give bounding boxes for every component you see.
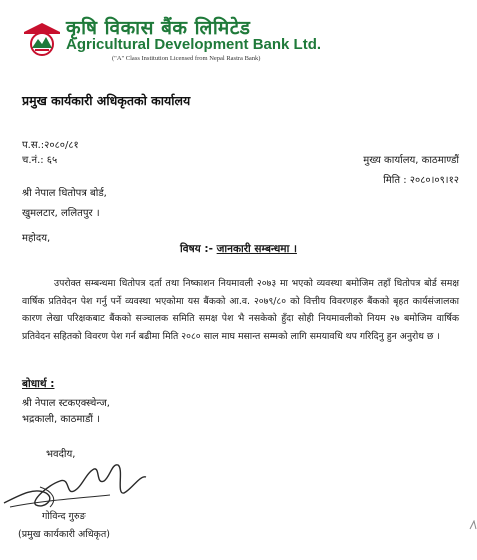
chalani-number: च.नं.: ६५ — [22, 155, 58, 166]
cc-label: बोधार्थ : — [22, 378, 55, 390]
signature-icon — [0, 455, 200, 525]
bank-name-english: Agricultural Development Bank Ltd. — [66, 36, 322, 53]
subject-label: विषय :- — [180, 243, 213, 255]
subject-text: जानकारी सम्बन्धमा । — [216, 243, 297, 255]
patra-sankhya: प.स.:२०८०/८१ — [22, 140, 79, 151]
letter-date: मिति : २०८०।०९।१२ — [383, 175, 459, 186]
cc-line-2: भद्रकाली, काठमाडौं । — [22, 414, 100, 425]
recipient-line-1: श्री नेपाल धितोपत्र बोर्ड, — [22, 188, 107, 199]
bank-emblem-icon — [22, 22, 62, 56]
subject-line — [0, 242, 477, 256]
page-edge-mark-icon — [468, 520, 477, 530]
office-title: प्रमुख कार्यकारी अधिकृतको कार्यालय — [22, 93, 191, 108]
sender-office: मुख्य कार्यालय, काठमाण्डौं — [363, 155, 459, 166]
bank-name-nepali: कृषि विकास बैंक लिमिटेड — [66, 17, 251, 39]
license-note: ("A" Class Institution Licensed from Nepal Rastra Bank) — [112, 55, 261, 62]
closing: भवदीय, — [46, 449, 76, 460]
salutation: महोदय, — [22, 233, 51, 244]
letter-body: उपरोक्त सम्बन्धमा धितोपत्र दर्ता तथा निष्काशन नियमावली २०७३ मा भएको व्यवस्था बमोजिम तहाँ धितोपत्र बोर्ड समक्ष वार्षिक प्रतिवेदन पेश गर्नु पर्ने व्यवस्था भएकोमा यस बैंकको आ.व. २०७९/८० को वित्तीय विवरणहरु बैंकको बृहत कार्यसंजालका कारण लेखा परिक्षकबाट बैंकको सञ्चालक समिति समक्ष पेश भै नसकेको हुँदा सोही नियमावलीको नियम २७ बमोजिम वार्षिक प्रतिवेदन सहितको विवरण पेश गर्न बढीमा मिति २०८० साल माघ मसान्त सम्मको लागि समयावधि थप गरिदिनु हुन अनुरोध छ । — [22, 278, 459, 342]
cc-line-1: श्री नेपाल स्टकएक्स्चेन्ज, — [22, 398, 110, 409]
recipient-line-2: खुमलटार, ललितपुर । — [22, 208, 100, 219]
signer-title: (प्रमुख कार्यकारी अधिकृत) — [18, 529, 110, 540]
signer-name: गोविन्द गुरुङ — [42, 511, 86, 522]
